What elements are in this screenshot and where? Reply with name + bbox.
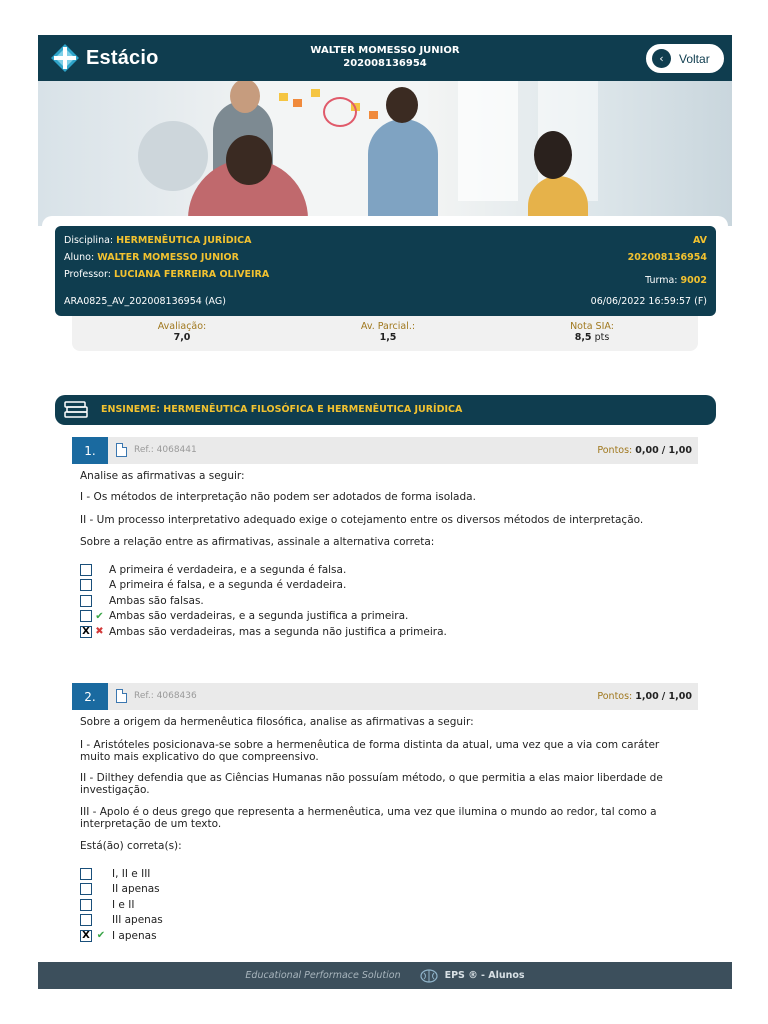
answer-options — [80, 866, 163, 944]
document-icon[interactable] — [116, 689, 127, 703]
question-header — [72, 437, 698, 464]
answer-checkbox[interactable] — [80, 610, 92, 622]
banner-drawing — [323, 97, 357, 127]
answer-checkbox[interactable] — [80, 914, 92, 926]
info-row-code — [64, 296, 707, 307]
answer-option-label: A primeira é falsa, e a segunda é verdadeira. — [109, 579, 347, 592]
question-number: 1. — [72, 437, 108, 464]
banner-sticky-note — [279, 93, 288, 101]
question-statement: Sobre a relação entre as afirmativas, assinale a alternativa correta: — [80, 536, 435, 548]
footer-solution-text: Educational Performace Solution — [245, 970, 401, 981]
check-icon: ✔ — [95, 610, 104, 622]
professor-label: Professor: — [64, 269, 111, 280]
answer-option-label: A primeira é verdadeira, e a segunda é falsa. — [109, 563, 347, 576]
answer-checkbox[interactable] — [80, 868, 92, 880]
info-row-aluno — [64, 252, 707, 263]
section-header — [55, 395, 716, 425]
question-points — [597, 691, 692, 702]
answer-option-label: I e II — [112, 898, 135, 911]
banner-image — [38, 81, 732, 226]
student-name: WALTER MOMESSO JUNIOR — [310, 45, 460, 56]
answer-option-label: Ambas são falsas. — [109, 594, 204, 607]
answer-checkbox[interactable] — [80, 595, 92, 607]
exam-code: ARA0825_AV_202008136954 (AG) — [64, 296, 226, 307]
question-number: 2. — [72, 683, 108, 710]
student-id: 202008136954 — [343, 58, 427, 69]
answer-option-label: I, II e III — [112, 867, 151, 880]
banner-person — [368, 119, 438, 226]
grade-parcial — [348, 321, 428, 343]
points-label: Pontos: — [597, 445, 633, 456]
grade-avaliacao-label: Avaliação: — [157, 321, 207, 332]
banner-sticky-note — [369, 111, 378, 119]
grades-panel — [72, 316, 698, 351]
answer-checkbox[interactable] — [80, 579, 92, 591]
points-label: Pontos: — [597, 691, 633, 702]
section-title: ENSINEME: HERMENÊUTICA FILOSÓFICA E HERMENÊUTICA JURÍDICA — [101, 404, 463, 415]
question-statement: II - Um processo interpretativo adequado exige o cotejamento entre os diversos métodos de interpretação. — [80, 514, 644, 526]
answer-checkbox[interactable]: X — [80, 626, 92, 638]
chevron-left-icon: ‹ — [652, 49, 671, 68]
question-statement: Sobre a origem da hermenêutica filosófica, analise as afirmativas a seguir: — [80, 716, 474, 728]
answer-option[interactable] — [80, 897, 163, 913]
grade-avaliacao-value: 7,0 — [173, 332, 191, 343]
question-statement: Analise as afirmativas a seguir: — [80, 470, 245, 482]
answer-checkbox[interactable] — [80, 883, 92, 895]
answer-option-label: I apenas — [112, 929, 157, 942]
back-button[interactable] — [646, 44, 724, 73]
banner-person-head — [534, 131, 572, 179]
answer-option[interactable] — [80, 593, 447, 609]
info-row-disciplina — [64, 235, 707, 246]
banner-person-head — [226, 135, 272, 185]
answer-option[interactable] — [80, 882, 163, 898]
answer-option-label: II apenas — [112, 883, 160, 896]
professor-value: LUCIANA FERREIRA OLIVEIRA — [113, 269, 270, 280]
question-statement: I - Os métodos de interpretação não podem ser adotados de forma isolada. — [80, 491, 476, 503]
grade-parcial-value: 1,5 — [379, 332, 397, 343]
question-ref: Ref.: 4068441 — [134, 445, 197, 455]
grade-avaliacao — [142, 321, 222, 343]
document-icon[interactable] — [116, 443, 127, 457]
disciplina-label: Disciplina: — [64, 235, 114, 246]
info-row-professor — [64, 269, 707, 286]
answer-option[interactable] — [80, 609, 447, 625]
answer-option-label: Ambas são verdadeiras, e a segunda justifica a primeira. — [109, 610, 409, 623]
answer-checkbox[interactable] — [80, 564, 92, 576]
grade-sia-unit: pts — [594, 332, 610, 343]
points-max: / 1,00 — [661, 691, 692, 702]
matricula-value: 202008136954 — [627, 252, 707, 263]
question-statement: II - Dilthey defendia que as Ciências Humanas não possuíam método, o que permitia a elas maior liberdade de investigação. — [80, 772, 663, 796]
points-value: 0,00 — [635, 445, 659, 456]
brand-name: Estácio — [86, 46, 159, 69]
exam-info-card — [55, 226, 716, 316]
books-icon — [63, 400, 89, 420]
answer-option[interactable] — [80, 928, 163, 944]
grade-parcial-label: Av. Parcial.: — [360, 321, 416, 332]
footer-bar — [38, 962, 732, 989]
brain-icon — [419, 968, 439, 984]
grade-sia-value: 8,5 — [574, 332, 592, 343]
question-ref: Ref.: 4068436 — [134, 691, 197, 701]
disciplina-value: HERMENÊUTICA JURÍDICA — [116, 235, 252, 246]
aluno-value: WALTER MOMESSO JUNIOR — [97, 252, 239, 263]
answer-option[interactable] — [80, 578, 447, 594]
banner-person-head — [386, 87, 418, 123]
answer-options — [80, 562, 447, 640]
exam-datetime: 06/06/2022 16:59:57 (F) — [590, 296, 707, 307]
points-max: / 1,00 — [661, 445, 692, 456]
banner-window — [458, 81, 518, 201]
aluno-label: Aluno: — [64, 252, 95, 263]
question-statement: I - Aristóteles posicionava-se sobre a hermenêutica de forma distinta da atual, uma vez que a via com caráter muito mais explicativo do que compreensivo. — [80, 739, 660, 763]
question-statement: Está(ão) correta(s): — [80, 840, 182, 852]
answer-option-label: III apenas — [112, 914, 163, 927]
question-points — [597, 445, 692, 456]
answer-checkbox[interactable] — [80, 899, 92, 911]
banner-sticky-note — [293, 99, 302, 107]
grade-sia-label: Nota SIA: — [570, 321, 614, 332]
footer-eps-text: EPS ® - Alunos — [444, 970, 525, 981]
back-button-label: Voltar — [679, 51, 710, 66]
student-header — [38, 44, 732, 70]
check-icon: ✔ — [96, 930, 106, 942]
answer-option[interactable] — [80, 866, 163, 882]
answer-checkbox[interactable]: X — [80, 930, 92, 942]
turma-label: Turma: — [645, 275, 678, 286]
grade-sia — [552, 321, 632, 343]
answer-option[interactable] — [80, 624, 447, 640]
question-header — [72, 683, 698, 710]
banner-sticky-note — [311, 89, 320, 97]
turma-value: 9002 — [680, 275, 707, 286]
points-value: 1,00 — [635, 691, 659, 702]
answer-option[interactable] — [80, 913, 163, 929]
answer-option[interactable] — [80, 562, 447, 578]
answer-option-label: Ambas são verdadeiras, mas a segunda não justifica a primeira. — [109, 625, 447, 638]
header-bar — [38, 35, 732, 81]
banner-background-blur — [138, 121, 208, 191]
question-statement: III - Apolo é o deus grego que representa a hermenêutica, uma vez que ilumina o mundo ao redor, tal como a interpretação de um texto. — [80, 806, 657, 830]
wrong-icon: ✖ — [95, 626, 104, 638]
exam-type: AV — [692, 235, 707, 246]
